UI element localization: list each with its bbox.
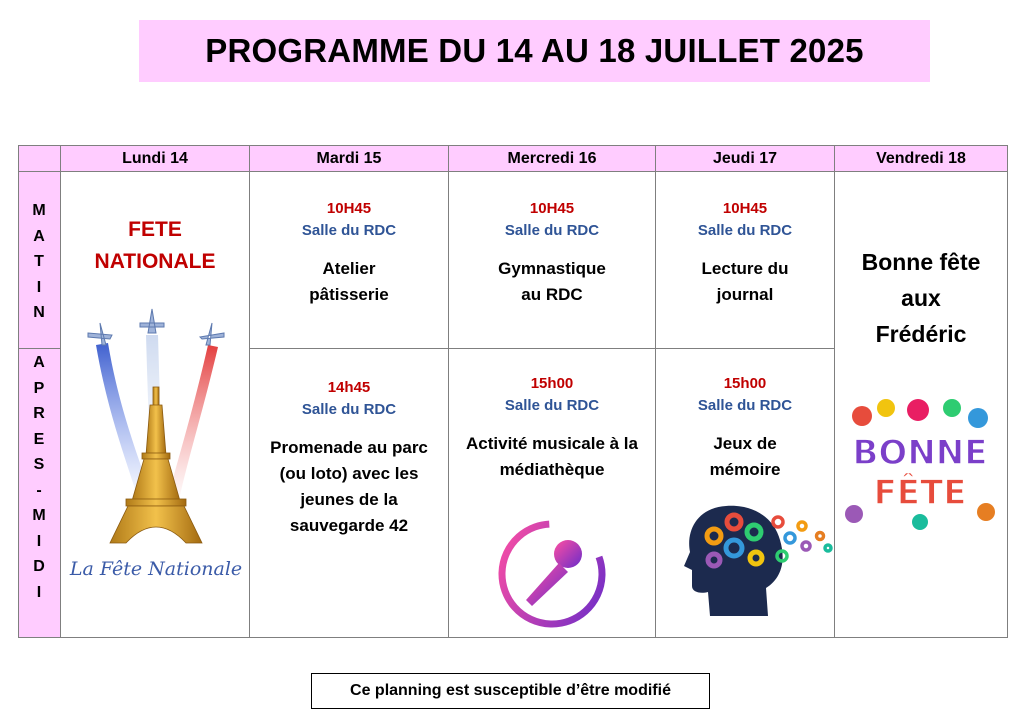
friday-cell [835,244,1007,352]
fete-line2: NATIONALE [94,250,216,273]
wednesday-afternoon-cell [449,373,655,483]
bonne-fete-sticker-icon [840,396,1000,536]
fete-line1: FETE [128,218,182,241]
thursday-afternoon-cell [656,373,834,483]
activity-title: Atelier pâtisserie [309,259,389,304]
page-title: PROGRAMME DU 14 AU 18 JUILLET 2025 [205,32,864,69]
monday-cell [61,214,249,278]
wednesday-morning-cell [449,198,655,308]
fete-nationale-script: La Fête Nationale [69,558,243,580]
planning-disclaimer: Ce planning est susceptible d’être modifié [311,673,710,709]
microphone-icon [496,518,608,630]
activity-time: 14h45 [327,379,371,396]
activity-room: Salle du RDC [504,397,600,414]
thursday-morning-cell [656,198,834,308]
activity-title: Promenade au parc (ou loto) avec les jeunes de la sauvegarde 42 [270,438,428,535]
activity-time: 15h00 [530,375,574,392]
tuesday-afternoon-cell [250,377,448,539]
activity-title: Gymnastique au RDC [498,259,606,304]
header-thursday: Jeudi 17 [712,150,778,167]
activity-title: Jeux de mémoire [709,434,781,479]
friday-line3: Frédéric [875,321,967,347]
activity-room: Salle du RDC [504,222,600,239]
friday-line2: aux [901,285,941,311]
activity-title: Activité musicale à la médiathèque [466,434,638,479]
sticker-line1: BONNE [852,433,988,473]
header-wednesday: Mercredi 16 [507,150,597,167]
activity-time: 10H45 [722,200,768,217]
activity-title: Lecture du journal [701,259,789,304]
activity-time: 10H45 [529,200,575,217]
eiffel-tower-jets-illustration [68,305,244,595]
afternoon-label: A P R E S - M I D I [32,354,46,601]
header-monday: Lundi 14 [122,150,188,167]
activity-time: 15h00 [723,375,767,392]
friday-line1: Bonne fête [861,249,981,275]
activity-room: Salle du RDC [301,401,397,418]
eiffel-tower-icon [110,387,202,543]
activity-room: Salle du RDC [697,397,793,414]
activity-room: Salle du RDC [697,222,793,239]
activity-time: 10H45 [326,200,372,217]
sticker-line2: FÊTE [873,473,967,513]
header-tuesday: Mardi 15 [316,150,382,167]
morning-label: M A T I N [32,202,46,321]
page-title-box [139,20,930,82]
tuesday-morning-cell [250,198,448,308]
activity-room: Salle du RDC [301,222,397,239]
head-gears-icon [682,500,834,618]
header-friday: Vendredi 18 [876,150,966,167]
